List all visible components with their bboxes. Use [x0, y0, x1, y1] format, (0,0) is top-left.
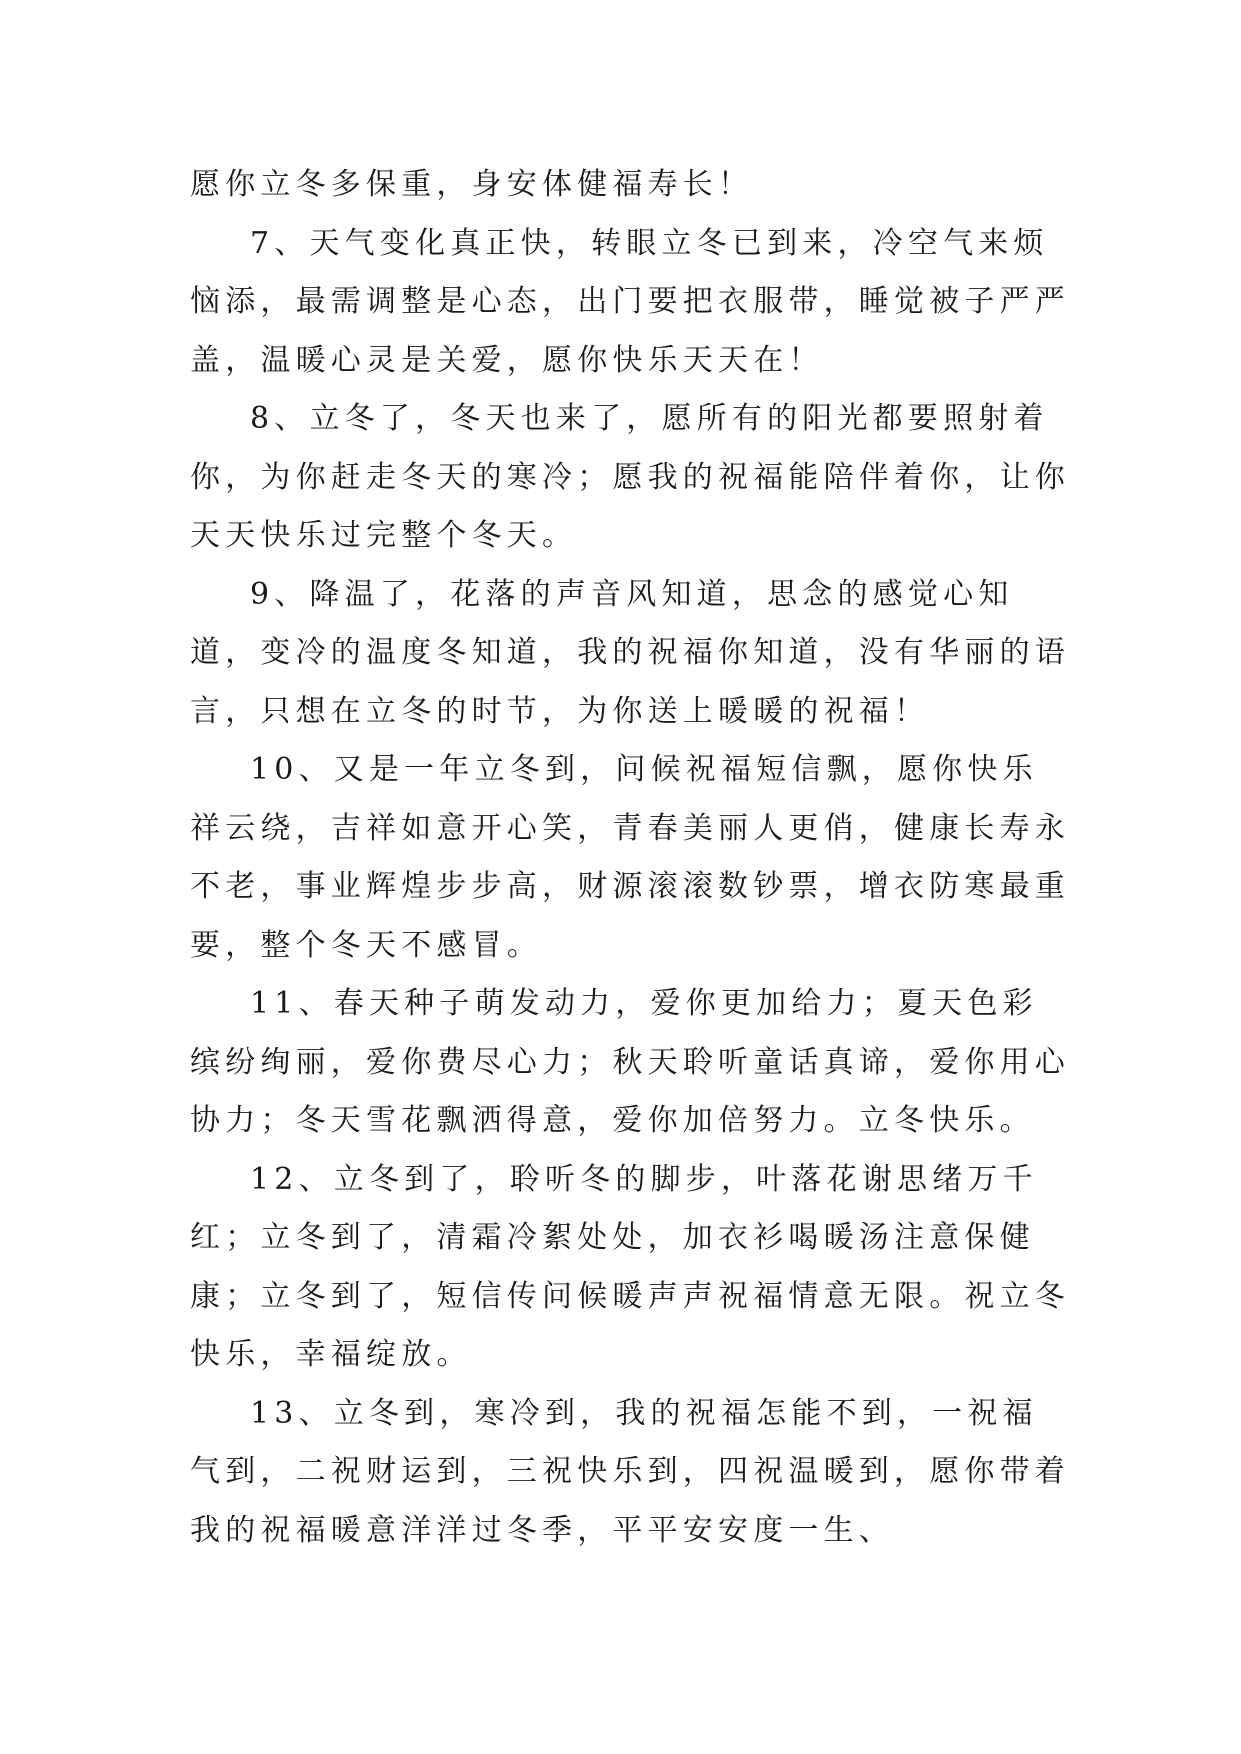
paragraph-12: 12、立冬到了，聆听冬的脚步，叶落花谢思绪万千红；立冬到了，清霜冷絮处处，加衣衫喝暖汤注意保健康；立冬到了，短信传问候暖声声祝福情意无限。祝立冬快乐，幸福绽放。: [190, 1161, 1070, 1372]
paragraph-9: 9、降温了，花落的声音风知道，思念的感觉心知道，变冷的温度冬知道，我的祝福你知道，没有华丽的语言，只想在立冬的时节，为你送上暖暖的祝福！: [190, 576, 1070, 729]
paragraph-10: 10、又是一年立冬到，问候祝福短信飘，愿你快乐祥云绕，吉祥如意开心笑，青春美丽人更俏，健康长寿永不老，事业辉煌步步高，财源滚滚数钞票，增衣防寒最重要，整个冬天不感冒。: [190, 752, 1070, 963]
document-body: [190, 156, 1070, 1560]
paragraph-8: 8、立冬了，冬天也来了，愿所有的阳光都要照射着你，为你赶走冬天的寒冷；愿我的祝福能陪伴着你，让你天天快乐过完整个冬天。: [190, 401, 1070, 553]
paragraph-continuation: 愿你立冬多保重，身安体健福寿长！: [190, 167, 754, 202]
paragraph-7: 7、天气变化真正快，转眼立冬已到来，冷空气来烦恼添，最需调整是心态，出门要把衣服带，睡觉被子严严盖，温暖心灵是关爱，愿你快乐天天在！: [190, 225, 1070, 378]
paragraph-11: 11、春天种子萌发动力，爱你更加给力；夏天色彩缤纷绚丽，爱你费尽心力；秋天聆听童话真谛，爱你用心协力；冬天雪花飘洒得意，爱你加倍努力。立冬快乐。: [190, 986, 1070, 1138]
paragraph-13: 13、立冬到，寒冷到，我的祝福怎能不到，一祝福气到，二祝财运到，三祝快乐到，四祝温暖到，愿你带着我的祝福暖意洋洋过冬季，平平安安度一生、: [190, 1395, 1070, 1548]
